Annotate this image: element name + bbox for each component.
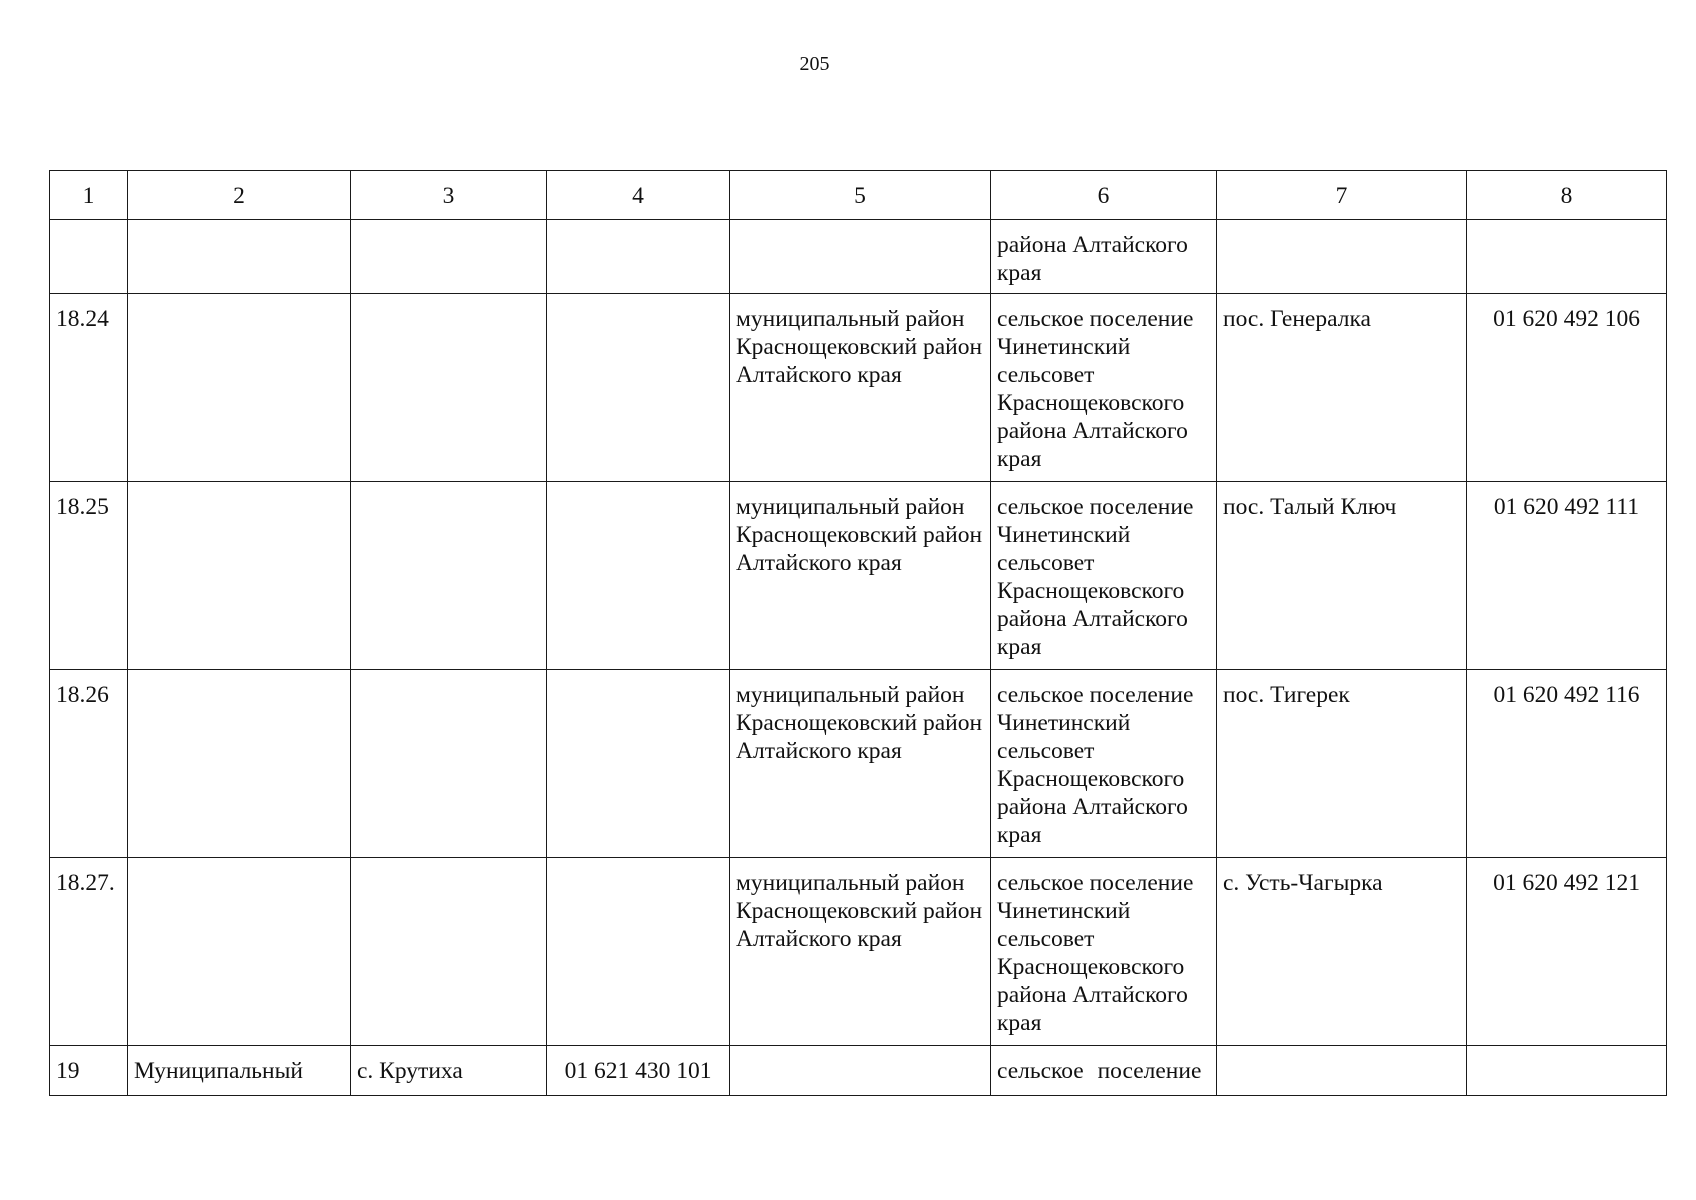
table-cell: [351, 482, 547, 670]
municipal-district-cell: муниципальный район Краснощековский район Алтайского края: [730, 294, 991, 482]
table-row: [50, 858, 1667, 1046]
settlement-cell: сельское поселение Чинетинский сельсовет Краснощековского района Алтайского края: [991, 482, 1217, 670]
settlement-cell: сельское поселение Чинетинский сельсовет Краснощековского района Алтайского края: [991, 858, 1217, 1046]
table-cell: [547, 220, 730, 294]
table-row-continuation: [50, 220, 1667, 294]
column-header-6: 6: [991, 171, 1217, 220]
table-cell: [128, 220, 351, 294]
table-cell: [50, 220, 128, 294]
column-header-3: 3: [351, 171, 547, 220]
municipal-district-cell: [730, 1046, 991, 1096]
code-cell: 01 620 492 111: [1467, 482, 1667, 670]
table-cell: [128, 482, 351, 670]
locality-cell: с. Крутиха: [351, 1046, 547, 1096]
code-cell: 01 620 492 106: [1467, 294, 1667, 482]
locality-cell: пос. Талый Ключ: [1217, 482, 1467, 670]
row-number-cell: 18.25: [50, 482, 128, 670]
table-cell: [1217, 220, 1467, 294]
column-header-1: 1: [50, 171, 128, 220]
column-header-2: 2: [128, 171, 351, 220]
locality-cell: пос. Тигерек: [1217, 670, 1467, 858]
table-cell: [547, 482, 730, 670]
table-cell: [351, 294, 547, 482]
row-number-cell: 19: [50, 1046, 128, 1096]
column-header-5: 5: [730, 171, 991, 220]
table-row: [50, 482, 1667, 670]
municipal-district-cell: муниципальный район Краснощековский район Алтайского края: [730, 482, 991, 670]
column-header-8: 8: [1467, 171, 1667, 220]
settlement-cell: сельское поселение Чинетинский сельсовет Краснощековского района Алтайского края: [991, 670, 1217, 858]
locality-cell: с. Усть-Чагырка: [1217, 858, 1467, 1046]
table-cell: Муниципальный: [128, 1046, 351, 1096]
table-row: [50, 294, 1667, 482]
data-table: [49, 170, 1667, 1096]
locality-cell: пос. Генералка: [1217, 294, 1467, 482]
table-cell: [1217, 1046, 1467, 1096]
table-cell: [1467, 220, 1667, 294]
table-row: [50, 1046, 1667, 1096]
municipal-district-cell: муниципальный район Краснощековский район Алтайского края: [730, 858, 991, 1046]
settlement-cell: сельское поселение: [991, 1046, 1217, 1096]
header-row: [50, 171, 1667, 220]
row-number-cell: 18.27.: [50, 858, 128, 1046]
table-cell: [547, 670, 730, 858]
table-cell: [351, 220, 547, 294]
table-cell: [128, 294, 351, 482]
code-cell: 01 620 492 121: [1467, 858, 1667, 1046]
code-cell: 01 620 492 116: [1467, 670, 1667, 858]
table-cell: [547, 858, 730, 1046]
table-cell: [351, 670, 547, 858]
table-cell: [128, 858, 351, 1046]
table-cell: [128, 670, 351, 858]
table-cell: [730, 220, 991, 294]
settlement-cell: сельское поселение Чинетинский сельсовет Краснощековского района Алтайского края: [991, 294, 1217, 482]
table-cell: района Алтайского края: [991, 220, 1217, 294]
code-cell: 01 621 430 101: [547, 1046, 730, 1096]
table-cell: [351, 858, 547, 1046]
table-row: [50, 670, 1667, 858]
municipal-district-cell: муниципальный район Краснощековский район Алтайского края: [730, 670, 991, 858]
column-header-7: 7: [1217, 171, 1467, 220]
column-header-4: 4: [547, 171, 730, 220]
row-number-cell: 18.26: [50, 670, 128, 858]
page-number: 205: [799, 53, 830, 75]
row-number-cell: 18.24: [50, 294, 128, 482]
table-cell: [547, 294, 730, 482]
table-cell: [1467, 1046, 1667, 1096]
